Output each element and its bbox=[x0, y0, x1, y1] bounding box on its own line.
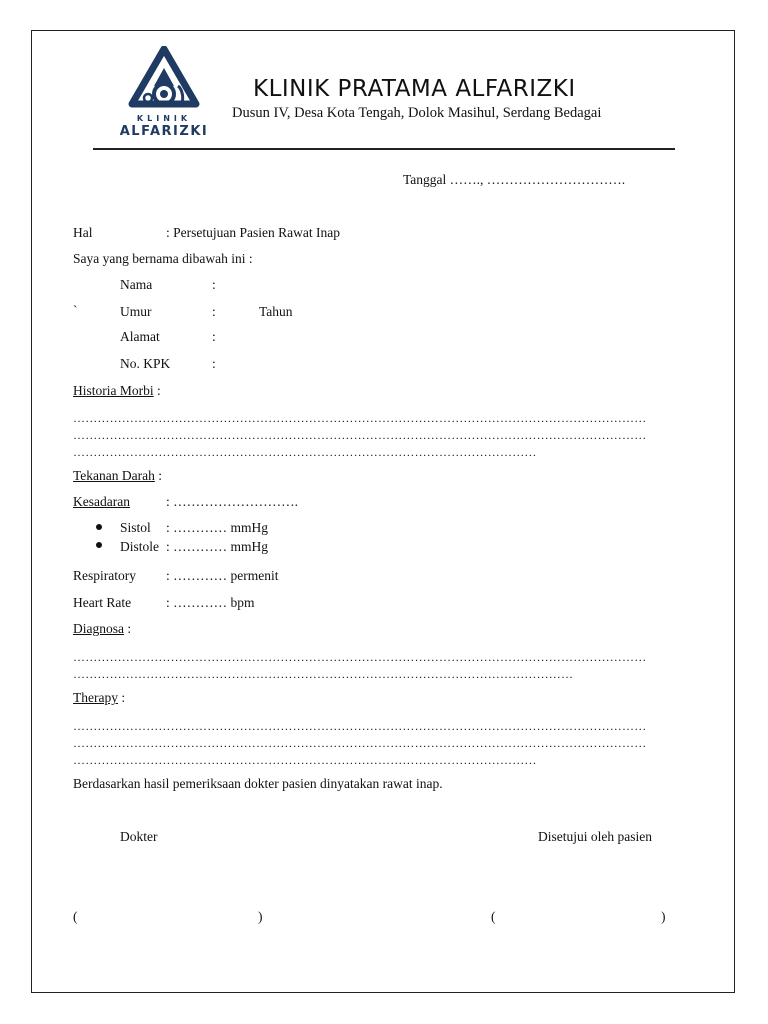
heart-rate-label: Heart Rate bbox=[73, 595, 132, 610]
respiratory-label: Respiratory bbox=[73, 568, 136, 583]
logo-word-alfarizki: ALFARIZKI bbox=[119, 124, 209, 139]
diagnosa-colon: : bbox=[124, 621, 132, 636]
bullet-icon bbox=[96, 524, 102, 530]
kesadaran-label bbox=[73, 494, 130, 510]
historia-dotted-line: …………………………………………………………………………………………………………………………… bbox=[73, 428, 647, 442]
historia-dotted-line: …………………………………………………………………………………………………………………………… bbox=[73, 411, 647, 425]
therapy-label: Therapy bbox=[73, 690, 118, 705]
field-colon: : bbox=[212, 329, 216, 344]
distole-label: Distole bbox=[120, 539, 159, 554]
field-label-umur: Umur bbox=[120, 304, 152, 319]
historia-dotted-line: …………………………………………………………………………………………………… bbox=[73, 445, 537, 459]
diagnosa-dotted-line: …………………………………………………………………………………………………………… bbox=[73, 667, 574, 681]
patient-signature-close-paren: ) bbox=[661, 909, 666, 924]
tekanan-colon: : bbox=[154, 468, 163, 483]
logo-emblem-icon bbox=[112, 46, 216, 116]
document-page bbox=[31, 30, 735, 993]
therapy-dotted-line: …………………………………………………………………………………………………………………………… bbox=[73, 719, 647, 733]
diagnosa-heading bbox=[73, 621, 131, 637]
doctor-signature-open-paren: ( bbox=[73, 909, 78, 924]
kesadaran-value: : ………………………. bbox=[166, 494, 299, 509]
kesadaran-label-text: Kesadaran bbox=[73, 494, 130, 509]
historia-heading bbox=[73, 383, 161, 399]
patient-signature-open-paren: ( bbox=[491, 909, 496, 924]
patient-signature-label: Disetujui oleh pasien bbox=[538, 829, 652, 844]
therapy-colon: : bbox=[117, 690, 126, 705]
sistol-label: Sistol bbox=[120, 520, 151, 535]
field-colon: : bbox=[212, 304, 216, 319]
tekanan-heading bbox=[73, 468, 162, 484]
statement-text: Berdasarkan hasil pemeriksaan dokter pasien dinyatakan rawat inap. bbox=[73, 776, 443, 791]
therapy-dotted-line: …………………………………………………………………………………………………… bbox=[73, 753, 537, 767]
hal-label: Hal bbox=[73, 225, 93, 240]
heart-rate-value: : ………… bpm bbox=[166, 595, 255, 610]
historia-colon: : bbox=[153, 383, 161, 398]
diagnosa-label: Diagnosa bbox=[73, 621, 124, 636]
historia-label: Historia Morbi bbox=[73, 383, 154, 398]
field-label-nama: Nama bbox=[120, 277, 153, 292]
therapy-heading bbox=[73, 690, 125, 706]
clinic-title: KLINIK PRATAMA ALFARIZKI bbox=[253, 76, 576, 102]
intro-text: Saya yang bernama dibawah ini : bbox=[73, 251, 253, 266]
distole-value: : ………… mmHg bbox=[166, 539, 269, 554]
doctor-signature-label: Dokter bbox=[120, 829, 158, 844]
logo-word-klinik: KLINIK bbox=[136, 114, 192, 123]
clinic-logo bbox=[112, 46, 220, 142]
field-label-no-kpk: No. KPK bbox=[120, 356, 171, 371]
clinic-address: Dusun IV, Desa Kota Tengah, Dolok Masihul, Serdang Bedagai bbox=[232, 105, 602, 121]
hal-value: : Persetujuan Pasien Rawat Inap bbox=[166, 225, 340, 240]
tekanan-label: Tekanan Darah bbox=[73, 468, 155, 483]
therapy-dotted-line: …………………………………………………………………………………………………………………………… bbox=[73, 736, 647, 750]
stray-mark: ` bbox=[73, 303, 78, 318]
doctor-signature-close-paren: ) bbox=[258, 909, 263, 924]
bullet-icon bbox=[96, 542, 102, 548]
field-colon: : bbox=[212, 356, 216, 371]
sistol-value: : ………… mmHg bbox=[166, 520, 269, 535]
diagnosa-dotted-line: …………………………………………………………………………………………………………………………… bbox=[73, 650, 647, 664]
field-suffix-tahun: Tahun bbox=[259, 304, 293, 319]
respiratory-value: : ………… permenit bbox=[166, 568, 279, 583]
field-label-alamat: Alamat bbox=[120, 329, 160, 344]
header-divider bbox=[93, 148, 675, 150]
date-line: Tanggal ……., …………………………. bbox=[403, 172, 626, 187]
field-colon: : bbox=[212, 277, 216, 292]
